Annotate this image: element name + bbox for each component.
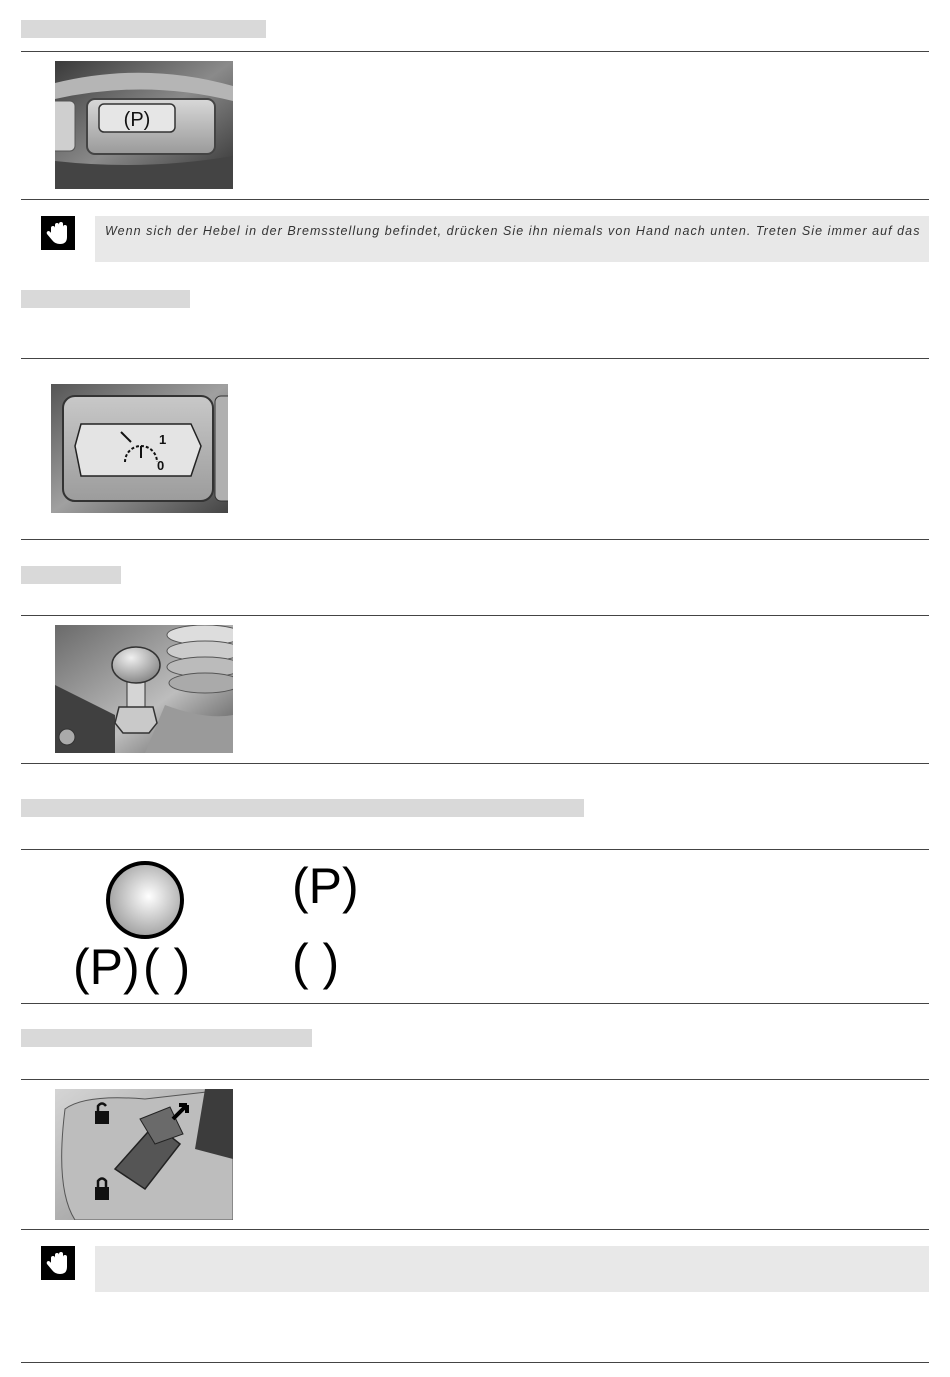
- parking-symbol: (P): [123, 109, 151, 131]
- warning-note: [95, 216, 929, 262]
- divider: [21, 763, 929, 764]
- divider: [21, 51, 929, 52]
- brake-off-symbol: ( ): [143, 939, 191, 995]
- divider: [21, 199, 929, 200]
- divider: [21, 615, 929, 616]
- stop-hand-icon: [41, 1246, 75, 1280]
- divider: [21, 1362, 929, 1363]
- section-heading-bar: [21, 290, 190, 308]
- section-heading-bar: [21, 1029, 312, 1047]
- parking-brake-symbol-applied: (P): [292, 858, 359, 914]
- parking-brake-symbol: (P): [73, 939, 140, 995]
- divider: [21, 849, 929, 850]
- divider: [21, 1079, 929, 1080]
- brake-released-symbol: ( ): [292, 934, 340, 990]
- knob-lever-photo: [55, 625, 233, 753]
- stop-hand-icon: [41, 216, 75, 250]
- switch-label-0: 0: [157, 458, 165, 473]
- indicator-lamp-icon: [105, 860, 185, 940]
- warning-text: Wenn sich der Hebel in der Bremsstellung befindet, drücken Sie ihn niemals von Hand nach unten. Treten Sie immer auf das: [105, 224, 921, 238]
- divider: [21, 358, 929, 359]
- divider: [21, 1003, 929, 1004]
- parking-brake-button-photo: [55, 61, 233, 189]
- section-heading-bar: [21, 20, 266, 38]
- lock-lever-photo: [55, 1089, 233, 1220]
- warning-note: [95, 1246, 929, 1292]
- divider: [21, 1229, 929, 1230]
- cruise-switch-photo: [51, 384, 228, 513]
- divider: [21, 539, 929, 540]
- section-heading-bar: [21, 566, 121, 584]
- switch-label-1: 1: [159, 432, 167, 447]
- section-heading-bar: [21, 799, 584, 817]
